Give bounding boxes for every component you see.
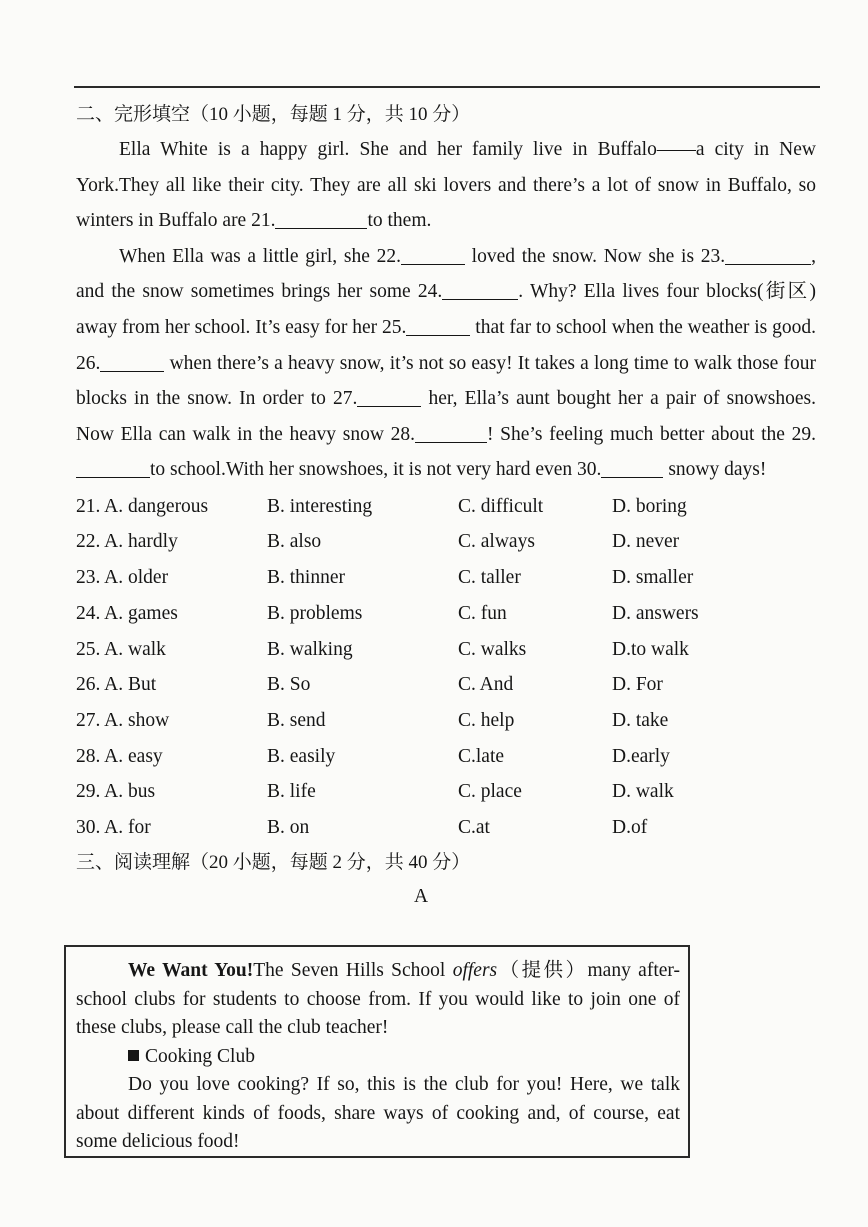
option-b: B. easily [267, 745, 336, 767]
exam-page [76, 100, 816, 912]
answer-options [76, 489, 816, 846]
option-b: B. So [267, 674, 311, 696]
blank-29 [76, 458, 150, 479]
option-a: 26. A. But [76, 674, 157, 696]
section2-heading: 二、完形填空（10 小题，每题 1 分，共 10 分） [76, 104, 471, 125]
passage-text: loved the snow. Now she is 23. [464, 245, 726, 267]
blank-22 [401, 244, 465, 265]
option-a: 28. A. easy [76, 745, 163, 767]
option-c: C.at [458, 816, 490, 838]
option-b: B. on [267, 816, 310, 838]
option-b: B. also [267, 531, 322, 553]
passage-text: . Why? Ella lives four blocks(街区) away from her school. It’s easy for her 25. [76, 281, 817, 338]
option-a: 24. A. games [76, 602, 178, 624]
box-text: The Seven Hills School [253, 960, 453, 981]
option-b: B. life [267, 781, 316, 803]
option-row [76, 632, 816, 668]
option-b: B. problems [267, 602, 363, 624]
passage-paragraph-1 [76, 132, 816, 239]
option-a: 25. A. walk [76, 638, 166, 660]
box-text: （提供）many after-school clubs for students to choose from. If you would like to join one of these clubs, please call the club teacher! [76, 960, 680, 1038]
offers-word: offers [452, 960, 498, 981]
club-title: Cooking Club [145, 1045, 255, 1067]
option-b: B. thinner [267, 567, 345, 589]
box-lead-bold: We Want You! [128, 960, 254, 981]
part-label: A [413, 885, 429, 907]
blank-23 [725, 244, 811, 265]
blank-25 [406, 315, 470, 336]
option-a: 21. A. dangerous [76, 495, 209, 517]
option-a: 27. A. show [76, 709, 170, 731]
option-row [76, 739, 816, 775]
passage-text: that far to school when the weather is good. 26. [76, 316, 816, 374]
option-c: C. help [458, 709, 515, 731]
blank-28 [415, 422, 487, 443]
option-c: C.late [458, 745, 505, 767]
option-d: D. boring [612, 495, 687, 517]
blank-30 [601, 458, 663, 479]
passage-text: , and the snow sometimes brings her some 24. [76, 245, 817, 303]
option-a: 23. A. older [76, 567, 169, 589]
cloze-passage [76, 132, 816, 488]
option-c: C. And [458, 674, 514, 696]
option-row [76, 560, 816, 596]
option-a: 30. A. for [76, 816, 151, 838]
option-d: D. never [612, 531, 680, 553]
top-rule [74, 86, 820, 88]
option-row [76, 810, 816, 846]
option-row [76, 525, 816, 561]
blank-26 [100, 351, 164, 372]
option-d: D. walk [612, 781, 674, 803]
option-c: C. place [458, 781, 522, 803]
passage-text: when there’s a heavy snow, it’s not so easy! It takes a long time to walk those four blocks in the snow. In order to 27. [76, 352, 816, 410]
option-row [76, 489, 816, 525]
passage-text: Ella White is a happy girl. She and her family live in Buffalo——a city in New York.They all like their city. They are all ski lovers and there’s a lot of snow in Buffalo, so winters in Buffalo are 21. [76, 139, 816, 232]
option-b: B. interesting [267, 495, 373, 517]
option-d: D.early [612, 745, 670, 767]
passage-text: her, Ella’s aunt bought her a pair of snowshoes. Now Ella can walk in the heavy snow 28. [76, 388, 816, 445]
option-c: C. fun [458, 602, 507, 624]
blank-21 [275, 209, 367, 230]
box-intro [76, 957, 688, 1043]
option-c: C. difficult [458, 495, 544, 517]
option-c: C. walks [458, 638, 527, 660]
square-bullet-icon [128, 1050, 139, 1061]
passage-paragraph-2 [76, 239, 816, 488]
blank-27 [357, 387, 421, 408]
option-d: D.to walk [612, 638, 689, 660]
passage-text: When Ella was a little girl, she 22. [119, 245, 401, 267]
option-d: D. For [612, 674, 663, 696]
option-a: 22. A. hardly [76, 531, 178, 553]
club-description: Do you love cooking? If so, this is the club for you! Here, we talk about different kinds of foods, share ways of cooking and, of course, eat some delicious food! [76, 1074, 680, 1152]
option-b: B. send [267, 709, 326, 731]
passage-text: ! She’s feeling much better about the 29. [486, 423, 816, 445]
option-row [76, 667, 816, 703]
blank-24 [442, 280, 518, 301]
option-d: D.of [612, 816, 648, 838]
option-d: D. answers [612, 602, 699, 624]
option-row [76, 596, 816, 632]
option-d: D. take [612, 709, 669, 731]
passage-text: to them. [367, 210, 432, 232]
reading-passage-box [64, 945, 690, 1158]
section3-heading: 三、阅读理解（20 小题，每题 2 分，共 40 分） [76, 851, 471, 873]
option-a: 29. A. bus [76, 781, 156, 803]
club-heading [76, 1043, 688, 1072]
option-row [76, 703, 816, 739]
option-b: B. walking [267, 638, 353, 660]
passage-text: to school.With her snowshoes, it is not very hard even 30. [150, 459, 602, 481]
passage-text: snowy days! [663, 459, 767, 481]
option-c: C. taller [458, 567, 521, 589]
option-d: D. smaller [612, 567, 694, 589]
option-c: C. always [458, 531, 535, 553]
option-row [76, 774, 816, 810]
